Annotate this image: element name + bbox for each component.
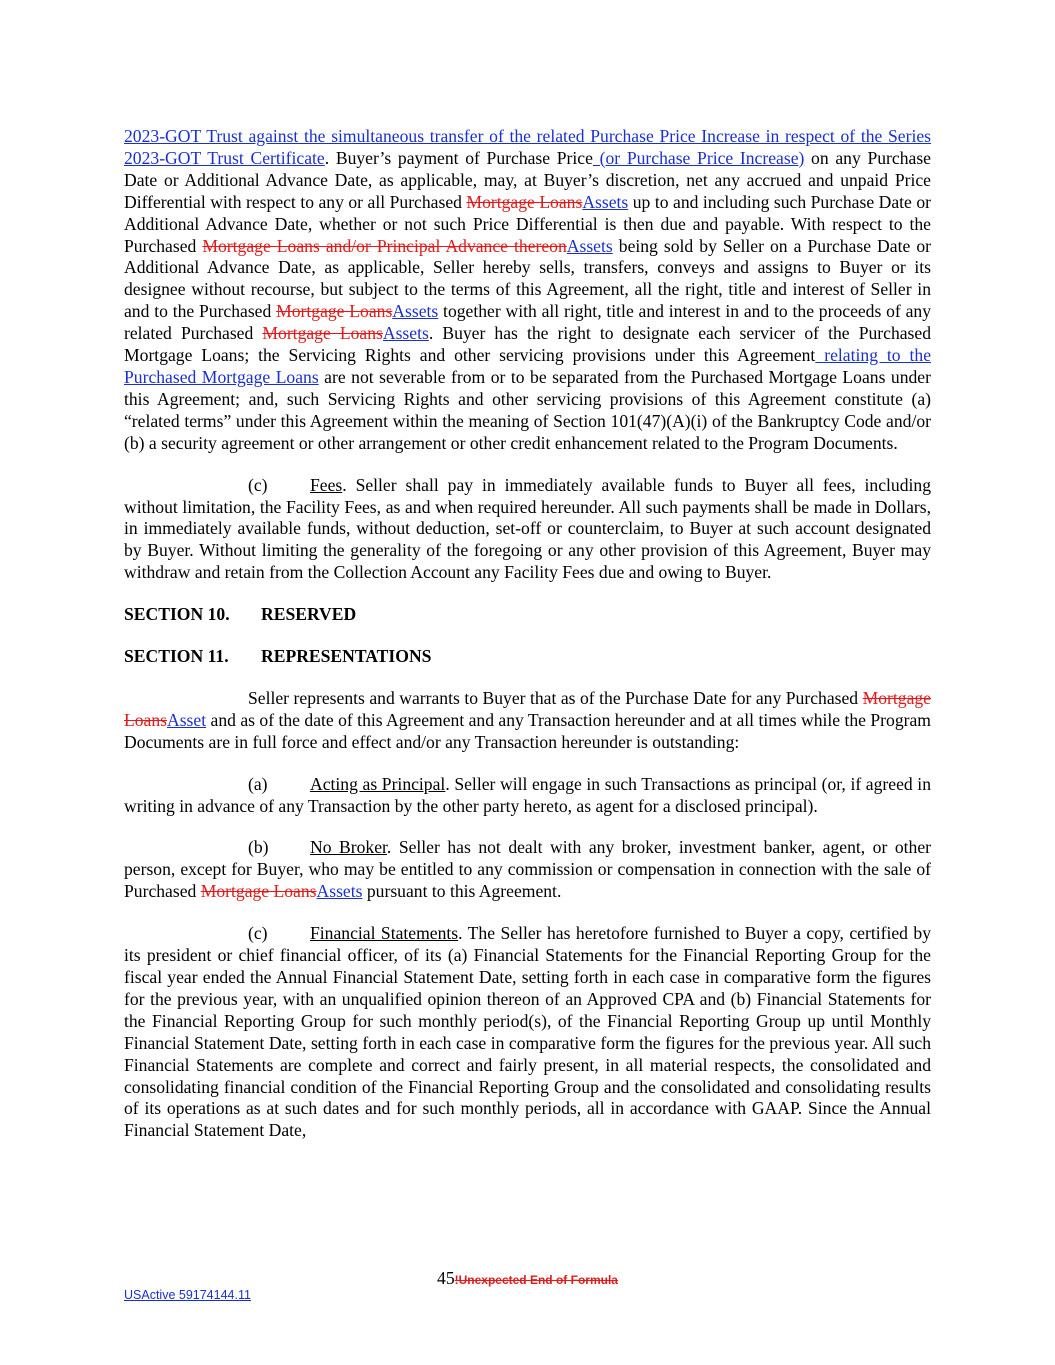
deleted-text: Mortgage Loans (466, 191, 583, 212)
inserted-text: Asset (167, 709, 207, 730)
paragraph-label: (c) (248, 923, 268, 944)
page-footer (0, 1268, 1055, 1289)
page-number: 45 (437, 1268, 455, 1288)
deleted-text: Mortgage Loans (276, 301, 393, 322)
deleted-text: Mortgage Loans and/or Principal Advance thereon (202, 235, 567, 256)
inserted-text: Assets (382, 323, 429, 344)
formula-error-text: !Unexpected End of Formula (454, 1273, 618, 1287)
paragraph-no-broker: (b) No Broker. Seller has not dealt with any broker, investment banker, agent, or other person, except for Buyer, who may be entitled to any commission or compensation in connection with the sale of Purchased Mortgage LoansAssets pursuant to this Agreement. (124, 837, 931, 902)
deleted-text: Mortgage Loans (200, 881, 317, 902)
section-heading: SECTION 10. RESERVED (124, 604, 357, 625)
paragraph-representations-intro: Seller represents and warrants to Buyer that as of the Purchase Date for any Purchased Mortgage LoansAsset and as of the date of this Agreement and any Transaction hereunder and at all times while the Program Documents are in full force and effect and/or any Transaction hereunder is outstanding: (124, 687, 931, 752)
inserted-text: 2023-GOT Trust against the simultaneous transfer of the related Purchase Price Increase in respect of the Series 2023-GOT Trust Certificate (124, 126, 931, 168)
inserted-text: Assets (566, 235, 613, 256)
paragraph-title: No Broker (310, 837, 387, 858)
paragraph-financial-statements: (c) Financial Statements. The Seller has heretofore furnished to Buyer a copy, certified by its president or chief financial officer, of its (a) Financial Statements for the Financial Reporting Group for the fiscal year ended the Annual Financial Statement Date, setting forth in each case in comparative form the figures for the previous year, with an unqualified opinion thereon of an Approved CPA and (b) Financial Statements for the Financial Reporting Group for such monthly period(s), of the Financial Reporting Group up until Monthly Financial Statement Date, setting forth in each case in comparative form the figures for the previous year. All such Financial Statements are complete and correct and fairly present, in all material respects, the consolidated and consolidating financial condition of the Financial Reporting Group and the consolidated and consolidating results of its operations as at such dates and for such monthly periods, all in accordance with GAAP. Since the Annual Financial Statement Date, (124, 923, 931, 1141)
paragraph-title: Fees (310, 474, 343, 495)
paragraph-title: Financial Statements (310, 923, 459, 944)
inserted-text: Assets (582, 191, 629, 212)
deleted-text: Mortgage Loans (124, 687, 931, 730)
inserted-text: (or Purchase Price Increase) (592, 147, 805, 168)
deleted-text: Mortgage Loans (262, 323, 383, 344)
document-body (124, 126, 931, 1142)
document-id: USActive 59174144.11 (124, 1288, 251, 1302)
paragraph-fees: (c) Fees. Seller shall pay in immediately available funds to Buyer all fees, including without limitation, the Facility Fees, as and when required hereunder. All such payments shall be made in Dollars, in immediately available funds, without deduction, set-off or counterclaim, to Buyer at such account designated by Buyer. Without limiting the generality of the foregoing or any other provision of this Agreement, Buyer may withdraw and retain from the Collection Account any Facility Fees due and owing to Buyer. (124, 474, 931, 583)
paragraph-label: (b) (248, 837, 269, 858)
paragraph-purchase-price: 2023-GOT Trust against the simultaneous transfer of the related Purchase Price Increase in respect of the Series 2023-GOT Trust Certificate. Buyer’s payment of Purchase Price (or Purchase Price Increase) on any Purchase Date or Additional Advance Date, as applicable, may, at Buyer’s discretion, net any accrued and unpaid Price Differential with respect to any or all Purchased Mortgage LoansAssets up to and including such Purchase Date or Additional Advance Date, whether or not such Price Differential is then due and payable. With respect to the Purchased Mortgage Loans and/or Principal Advance thereonAssets being sold by Seller on a Purchase Date or Additional Advance Date, as applicable, Seller hereby sells, transfers, conveys and assigns to Buyer or its designee without recourse, but subject to the terms of this Agreement, all the right, title and interest of Seller in and to the Purchased Mortgage LoansAssets together with all right, title and interest in and to the proceeds of any related Purchased Mortgage LoansAssets. Buyer has the right to designate each servicer of the Purchased Mortgage Loans; the Servicing Rights and other servicing provisions under this Agreement relating to the Purchased Mortgage Loans are not severable from or to be separated from the Purchased Mortgage Loans under this Agreement; and, such Servicing Rights and other servicing provisions of this Agreement constitute (a) “related terms” under this Agreement within the meaning of Section 101(47)(A)(i) of the Bankruptcy Code and/or (b) a security agreement or other arrangement or other credit enhancement related to the Program Documents. (124, 126, 932, 453)
paragraph-title: Acting as Principal (310, 773, 446, 794)
paragraph-acting-as-principal: (a) Acting as Principal. Seller will engage in such Transactions as principal (or, if agreed in writing in advance of any Transaction by the other party hereto, as agent for a disclosed principal). (124, 773, 931, 816)
section-heading: SECTION 11. REPRESENTATIONS (124, 646, 432, 667)
inserted-text: relating to the Purchased Mortgage Loans (124, 345, 932, 387)
paragraph-label: (a) (248, 773, 268, 794)
inserted-text: Assets (392, 301, 439, 322)
inserted-text: Assets (316, 881, 363, 902)
paragraph-label: (c) (248, 474, 268, 495)
